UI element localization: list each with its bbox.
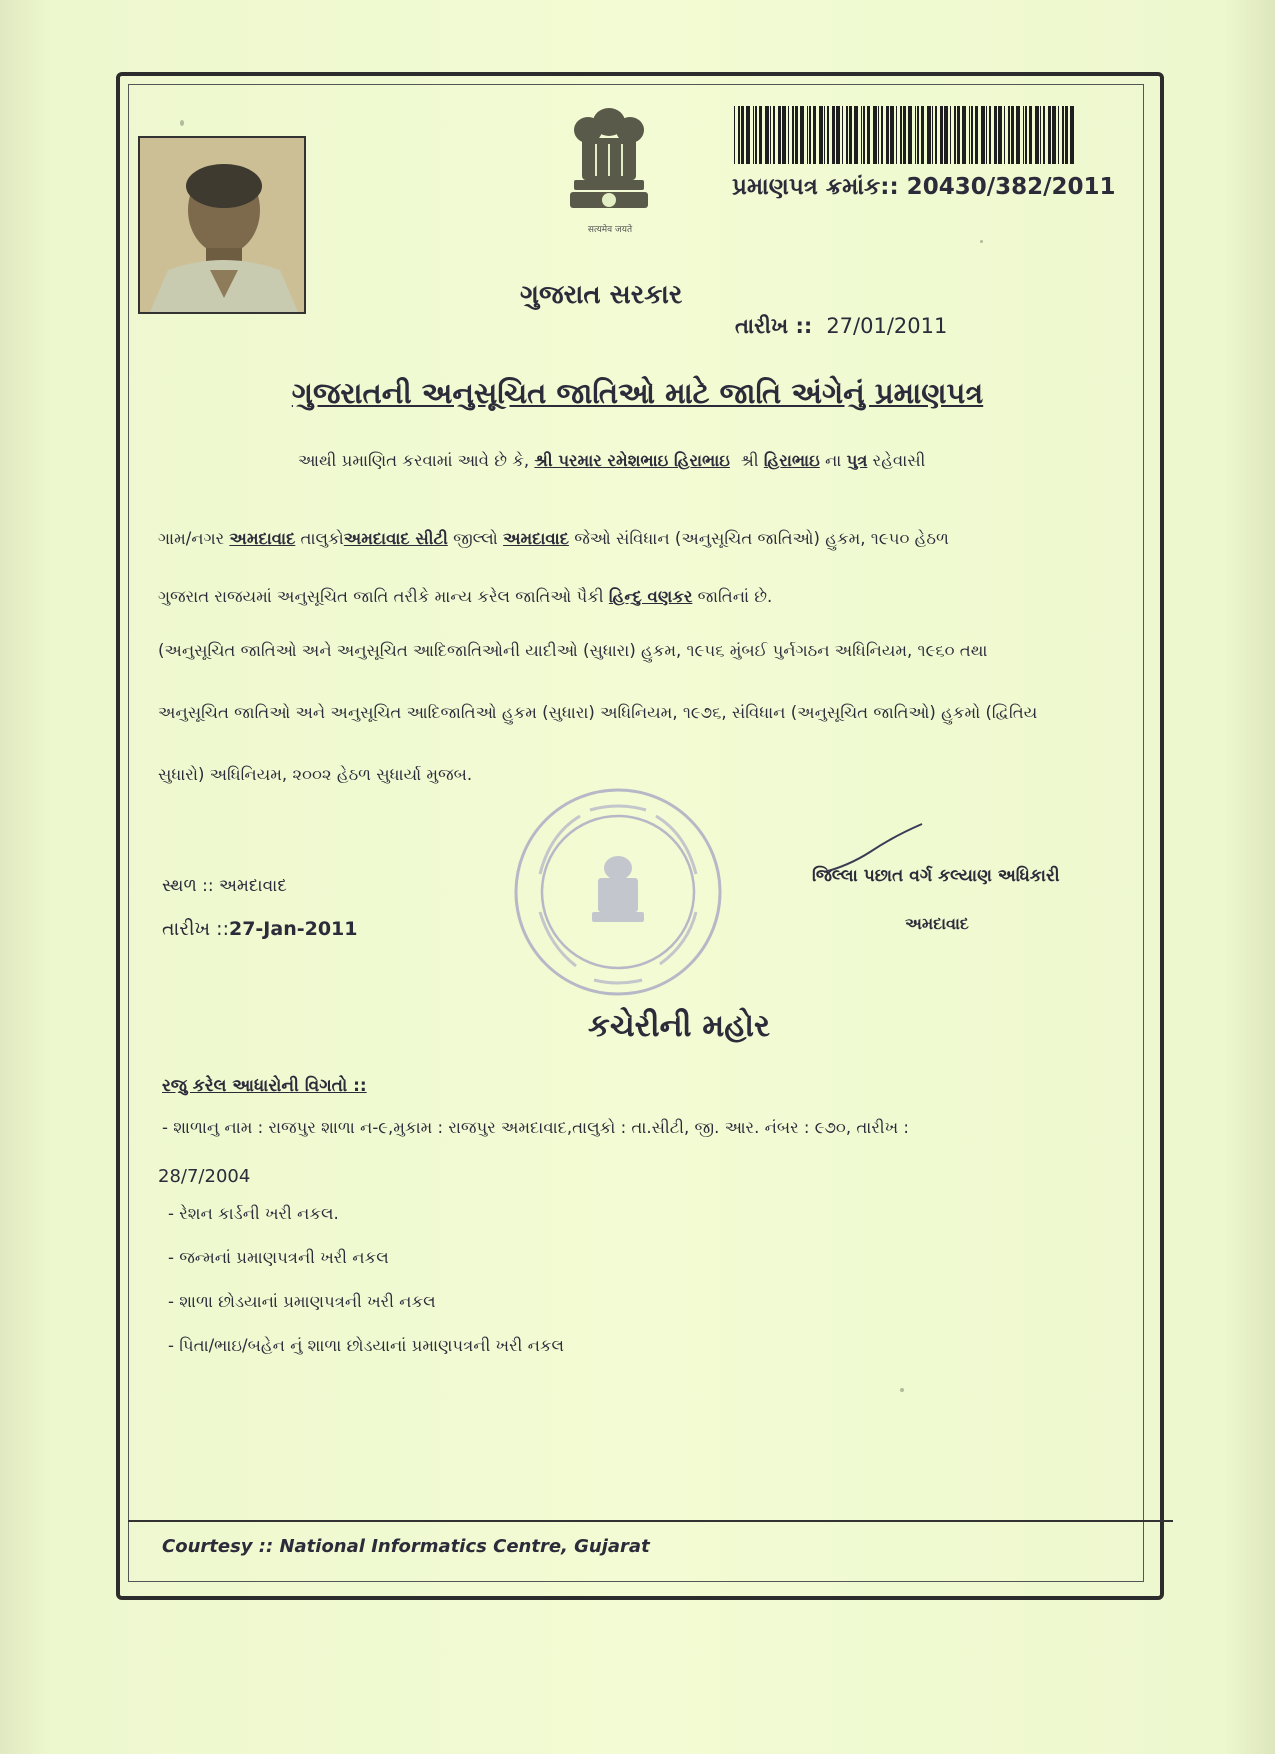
- barcode-bar: [746, 106, 750, 164]
- body-text: જીલ્લો: [453, 529, 498, 548]
- body-text: જાતિનાં છે.: [697, 587, 773, 606]
- barcode-bar: [873, 106, 877, 164]
- holder-name: શ્રી પરમાર રમેશભાઇ હિરાભાઇ: [534, 451, 730, 470]
- barcode-bar: [765, 106, 769, 164]
- barcode-bar: [849, 106, 852, 164]
- barcode-bar: [878, 106, 879, 164]
- barcode-bar: [854, 106, 858, 164]
- barcode-bar: [986, 106, 987, 164]
- document-item: - જન્મનાં પ્રમાણપત્રની ખરી નકલ: [168, 1248, 389, 1267]
- barcode-bar: [795, 106, 798, 164]
- barcode-bar: [917, 106, 919, 164]
- barcode-bar: [1058, 106, 1059, 164]
- barcode-bar: [1029, 106, 1032, 164]
- barcode-bar: [969, 106, 970, 164]
- body-line-5: અનુસૂચિત જાતિઓ અને અનુસૂચિત આદિજાતિઓ હુકમ (સુધારા) અધિનિયમ, ૧૯૭૬, સંવિધાન (અનુસૂચિત જાતિઓ) હુકમો (દ્વિતિય: [158, 703, 1038, 722]
- scan-speck: [980, 240, 983, 243]
- scan-speck: [900, 1388, 904, 1392]
- document-item: - પિતા/ભાઇ/બહેન નું શાળા છોડયાનાં પ્રમાણપત્રની ખરી નકલ: [168, 1336, 565, 1355]
- certificate-title: ગુજરાતની અનુસૂચિત જાતિઓ માટે જાતિ અંગેનું પ્રમાણપત્ર: [291, 376, 984, 410]
- village: અમદાવાદ: [229, 529, 296, 548]
- barcode-bar: [940, 106, 943, 164]
- documents-heading: રજુ કરેલ આધારોની વિગતો ::: [162, 1076, 367, 1096]
- body-text: રહેવાસી: [872, 451, 926, 470]
- barcode-bar: [824, 106, 825, 164]
- officer-city: અમદાવાદ: [905, 914, 969, 933]
- barcode-bar: [1011, 106, 1014, 164]
- barcode-bar: [846, 106, 848, 164]
- barcode-bar: [1052, 106, 1056, 164]
- father-name: હિરાભાઇ: [763, 451, 820, 470]
- body-line-2: [158, 528, 949, 550]
- issue-date: [735, 314, 947, 339]
- barcode-bar: [782, 106, 786, 164]
- barcode-bar: [944, 106, 948, 164]
- barcode-bar: [932, 106, 933, 164]
- barcode-bar: [886, 106, 889, 164]
- courtesy-note: Courtesy :: National Informatics Centre, Gujarat: [162, 1536, 650, 1557]
- barcode-bar: [1016, 106, 1020, 164]
- officer-title: જિલ્લા પછાત વર્ગ કલ્યાણ અધિકારી: [812, 866, 1060, 886]
- barcode-bar: [935, 106, 937, 164]
- holder-photo: [138, 136, 306, 314]
- barcode-bar: [975, 106, 978, 164]
- barcode-bar: [900, 106, 902, 164]
- footer-divider: [128, 1520, 1173, 1522]
- body-text: ગુજરાત રાજયમાં અનુસૂચિત જાતિ તરીકે માન્ય કરેલ જાતિઓ પૈકી: [158, 587, 604, 606]
- national-emblem-icon: [556, 100, 662, 236]
- barcode-bar: [832, 106, 835, 164]
- document-school-line: - શાળાનુ નામ : રાજપુર શાળા ન-૯,મુકામ : રાજપુર અમદાવાદ,તાલુકો : તા.સીટી, જી. આર. નંબર : ૯૭૦, તારીખ :: [162, 1118, 909, 1137]
- barcode-bar: [807, 106, 808, 164]
- barcode-bar: [1062, 106, 1064, 164]
- barcode-bar: [962, 106, 966, 164]
- barcode-bar: [1004, 106, 1005, 164]
- barcode-bar: [1048, 106, 1051, 164]
- taluka: અમદાવાદ સીટી: [343, 529, 448, 548]
- barcode-bar: [915, 106, 916, 164]
- emblem-motto: सत्यमेव जयते: [587, 225, 633, 235]
- signed-date-label: તારીખ ::: [162, 918, 229, 940]
- barcode-bar: [827, 106, 829, 164]
- barcode-bar: [741, 106, 744, 164]
- document-item: - શાળા છોડયાનાં પ્રમાણપત્રની ખરી નકલ: [168, 1292, 436, 1311]
- barcode-bar: [842, 106, 843, 164]
- barcode-bar: [792, 106, 794, 164]
- office-seal-label: કચેરીની મહોર: [588, 1008, 771, 1044]
- body-line-3: [158, 586, 772, 608]
- body-text: તાલુકો: [300, 529, 344, 548]
- barcode-bar: [896, 106, 897, 164]
- place: સ્થળ :: અમદાવાદ: [162, 876, 287, 896]
- barcode-bar: [1025, 106, 1027, 164]
- barcode-bar: [861, 106, 862, 164]
- barcode-bar: [773, 106, 775, 164]
- body-line-4: (અનુસૂચિત જાતિઓ અને અનુસૂચિત આદિજાતિઓની યાદીઓ (સુધારા) હુકમ, ૧૯૫૬ મુંબઈ પુર્નગઠન અધિનિયમ, ૧૯૬૦ તથા: [158, 641, 988, 660]
- body-text: ના: [824, 451, 842, 470]
- body-text: આથી પ્રમાણિત કરવામાં આવે છે કે,: [298, 451, 530, 470]
- signed-date-value: 27-Jan-2011: [228, 918, 358, 940]
- barcode-bar: [1023, 106, 1024, 164]
- barcode-bar: [778, 106, 781, 164]
- barcode-bar: [957, 106, 960, 164]
- scan-speck: [180, 120, 184, 126]
- barcode-bar: [770, 106, 771, 164]
- office-seal-icon: [510, 784, 726, 1000]
- barcode-bar: [788, 106, 789, 164]
- body-line-1: [298, 450, 925, 472]
- barcode-bar: [755, 106, 757, 164]
- relation: પુત્ર: [846, 451, 868, 470]
- barcode-bar: [819, 106, 823, 164]
- body-text: ગામ/નગર: [158, 529, 225, 548]
- barcode-bar: [753, 106, 754, 164]
- district: અમદાવાદ: [503, 529, 569, 548]
- body-line-6: સુધારો) અધિનિયમ, ૨૦૦૨ હેઠળ સુધાર્યા મુજબ.: [158, 765, 473, 784]
- government-name: ગુજરાત સરકાર: [520, 280, 683, 310]
- signed-date: [162, 918, 358, 940]
- barcode-bar: [921, 106, 924, 164]
- barcode-bar: [1043, 106, 1045, 164]
- barcode-bar: [800, 106, 804, 164]
- barcode-bar: [890, 106, 894, 164]
- barcode-bar: [1065, 106, 1068, 164]
- barcode-bar: [989, 106, 991, 164]
- barcode-bar: [759, 106, 762, 164]
- barcode-bar: [1035, 106, 1039, 164]
- barcode-bar: [954, 106, 956, 164]
- body-text: શ્રી: [740, 451, 759, 470]
- barcode-bar: [994, 106, 997, 164]
- barcode-bar: [1008, 106, 1010, 164]
- barcode-bar: [1070, 106, 1074, 164]
- barcode-bar: [981, 106, 985, 164]
- barcode-bar: [927, 106, 931, 164]
- barcode-bar: [881, 106, 883, 164]
- barcode-bar: [813, 106, 816, 164]
- document-school-date: 28/7/2004: [158, 1166, 251, 1187]
- barcode-bar: [903, 106, 906, 164]
- barcode-bar: [734, 106, 735, 164]
- document-item: - રેશન કાર્ડની ખરી નકલ.: [168, 1204, 339, 1223]
- caste: હિન્દુ વણકર: [608, 587, 693, 606]
- issue-date-value: 27/01/2011: [826, 314, 948, 338]
- barcode-bar: [738, 106, 740, 164]
- barcode: [732, 106, 1077, 164]
- certificate-number: પ્રમાણપત્ર ક્રમાંક:: 20430/382/2011: [732, 174, 1116, 200]
- barcode-bar: [867, 106, 870, 164]
- barcode-bar: [1040, 106, 1041, 164]
- barcode-bar: [836, 106, 840, 164]
- barcode-bar: [971, 106, 973, 164]
- barcode-bar: [863, 106, 865, 164]
- barcode-bar: [809, 106, 811, 164]
- barcode-bar: [998, 106, 1002, 164]
- barcode-bar: [950, 106, 951, 164]
- body-text: જેઓ સંવિધાન (અનુસૂચિત જાતિઓ) હુકમ, ૧૯૫૦ હેઠળ: [574, 529, 949, 548]
- barcode-bar: [908, 106, 912, 164]
- issue-date-label: તારીખ ::: [735, 314, 813, 338]
